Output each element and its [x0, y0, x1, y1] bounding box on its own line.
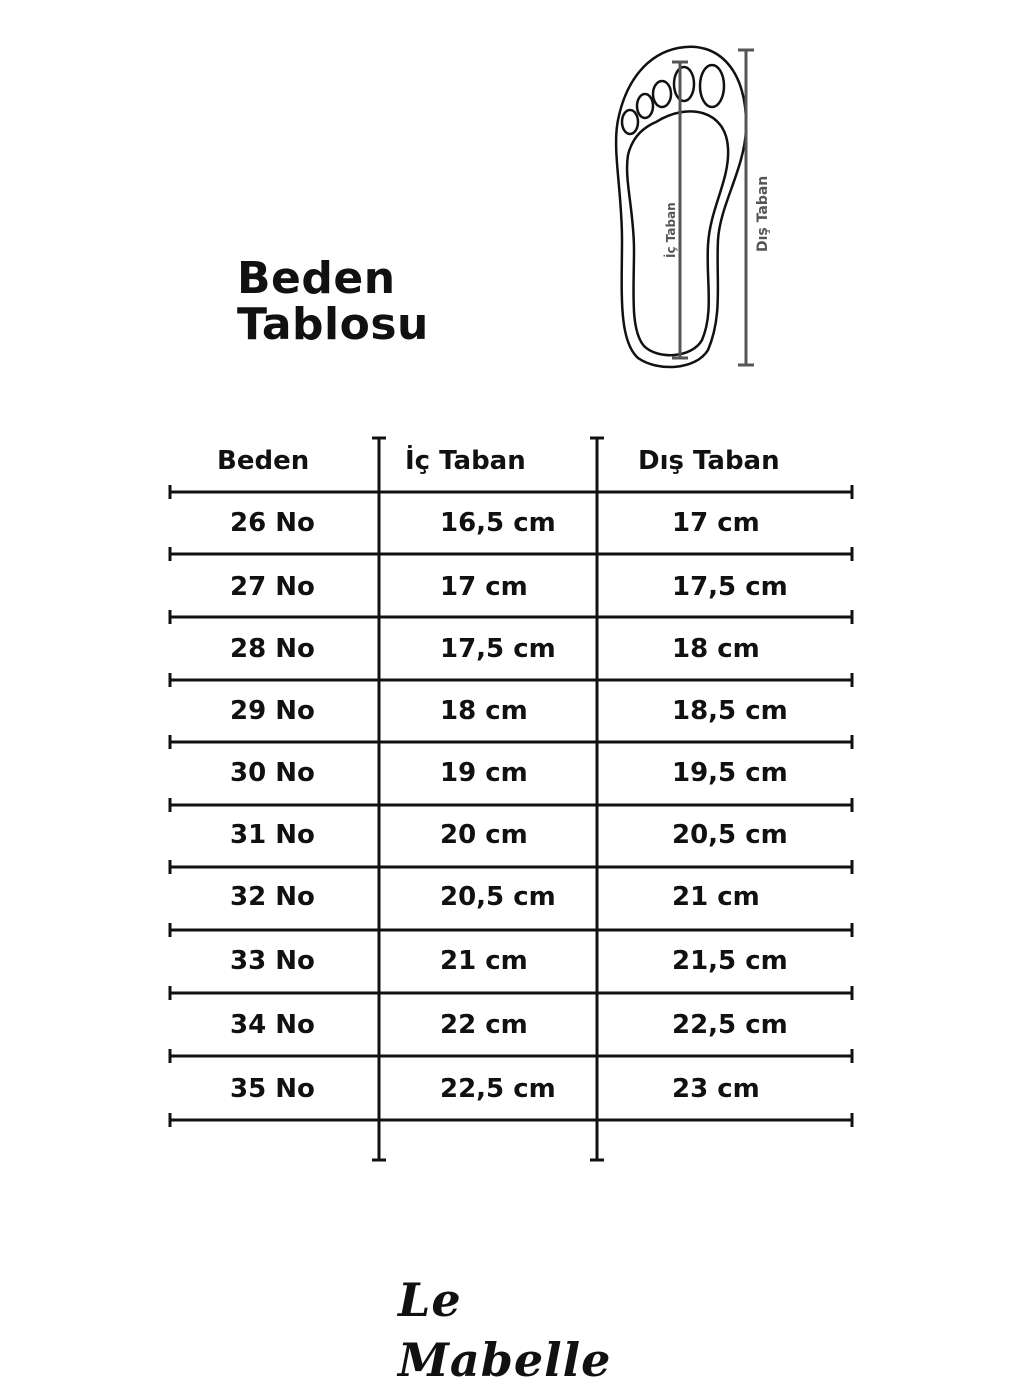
outer-sole-cell: 23 cm — [672, 1074, 760, 1104]
title-line-2: Tablosu — [237, 299, 429, 350]
outer-sole-cell: 17 cm — [672, 508, 760, 538]
size-cell: 28 No — [230, 634, 315, 664]
column-header: Dış Taban — [638, 446, 780, 476]
size-cell: 35 No — [230, 1074, 315, 1104]
outer-sole-cell: 21,5 cm — [672, 946, 788, 976]
outer-sole-label: Dış Taban — [755, 175, 771, 252]
title-line-1: Beden — [237, 253, 396, 304]
inner-sole-label: İç Taban — [664, 202, 678, 258]
inner-sole-cell: 16,5 cm — [440, 508, 556, 538]
outer-sole-cell: 19,5 cm — [672, 758, 788, 788]
inner-sole-cell: 21 cm — [440, 946, 528, 976]
outer-sole-cell: 18 cm — [672, 634, 760, 664]
outer-sole-cell: 20,5 cm — [672, 820, 788, 850]
column-header: İç Taban — [405, 446, 526, 476]
inner-sole-cell: 20 cm — [440, 820, 528, 850]
outer-sole-cell: 22,5 cm — [672, 1010, 788, 1040]
brand-logo: Le Mabelle — [398, 1273, 612, 1387]
outer-sole-cell: 18,5 cm — [672, 696, 788, 726]
size-cell: 33 No — [230, 946, 315, 976]
column-header: Beden — [217, 446, 310, 476]
size-cell: 34 No — [230, 1010, 315, 1040]
inner-sole-cell: 22 cm — [440, 1010, 528, 1040]
size-cell: 27 No — [230, 572, 315, 602]
inner-sole-cell: 17 cm — [440, 572, 528, 602]
inner-sole-cell: 17,5 cm — [440, 634, 556, 664]
inner-sole-cell: 22,5 cm — [440, 1074, 556, 1104]
inner-sole-cell: 19 cm — [440, 758, 528, 788]
size-cell: 26 No — [230, 508, 315, 538]
size-cell: 32 No — [230, 882, 315, 912]
inner-sole-cell: 20,5 cm — [440, 882, 556, 912]
size-cell: 29 No — [230, 696, 315, 726]
outer-sole-cell: 17,5 cm — [672, 572, 788, 602]
size-cell: 31 No — [230, 820, 315, 850]
inner-sole-cell: 18 cm — [440, 696, 528, 726]
outer-sole-cell: 21 cm — [672, 882, 760, 912]
size-cell: 30 No — [230, 758, 315, 788]
